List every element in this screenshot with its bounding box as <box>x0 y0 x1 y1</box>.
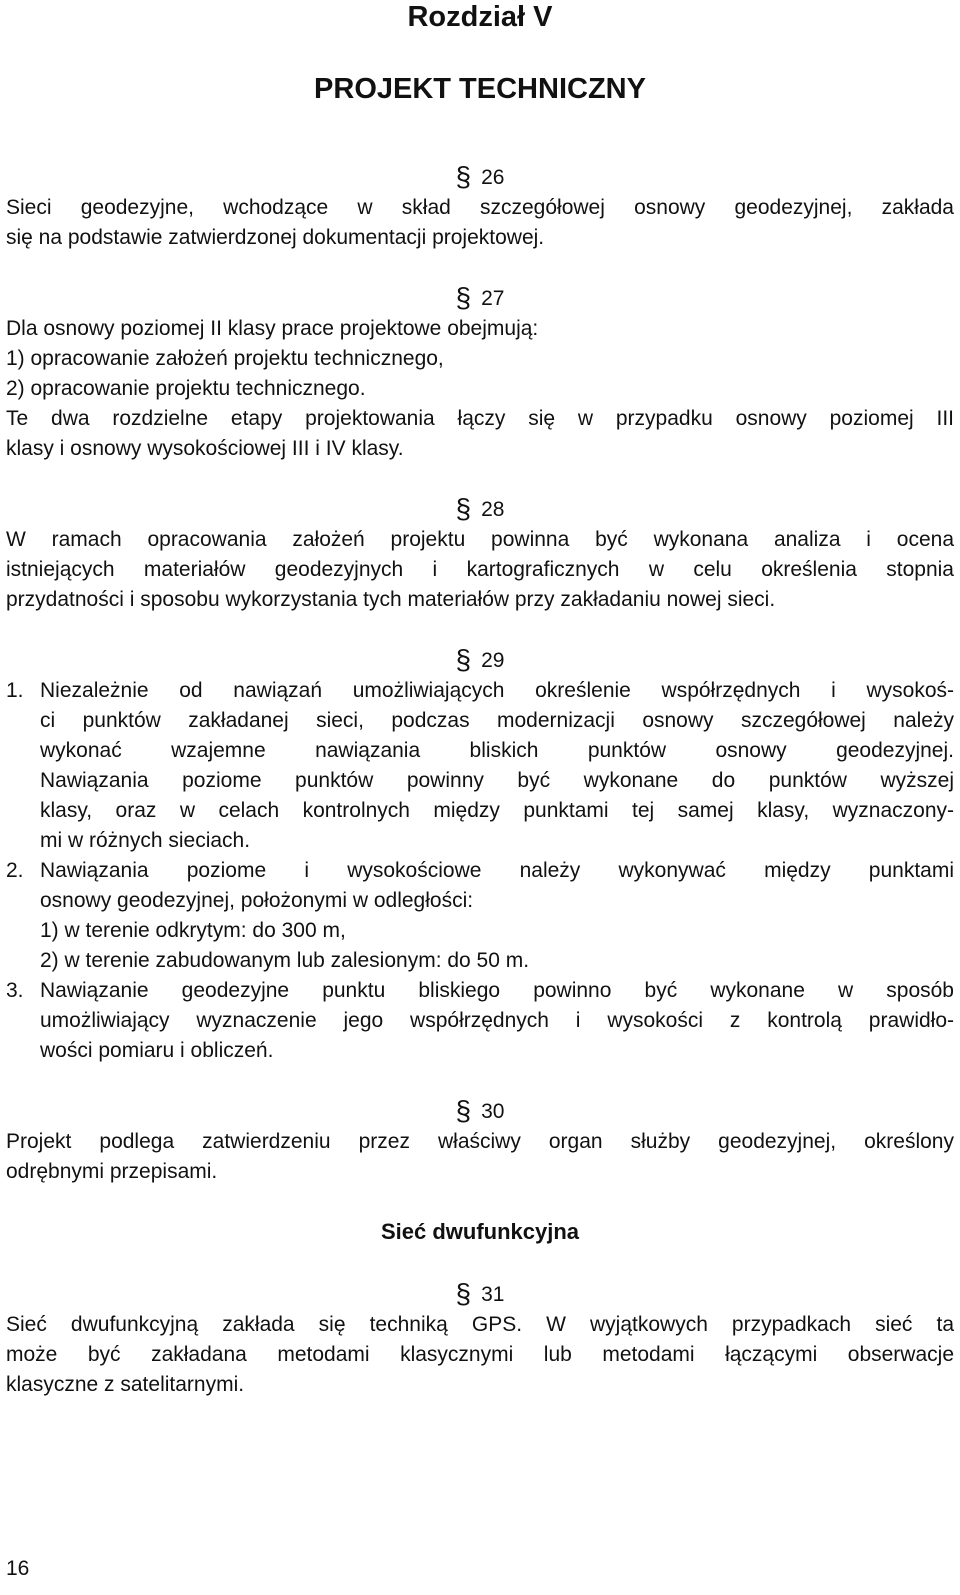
section-sign-icon: § <box>455 282 472 313</box>
subsection-title: Sieć dwufunkcyjna <box>380 1219 580 1244</box>
section-sign-icon: § <box>455 1278 472 1309</box>
point-number: 3. <box>6 979 24 1002</box>
section-30-line-1: Projekt podlega zatwierdzeniu przez właściwy organ służby geodezyjnej, określony <box>6 1130 954 1153</box>
point-1-line-2: ci punktów zakładanej sieci, podczas modernizacji osnowy szczegółowej należy <box>40 709 954 732</box>
section-heading-31: § 31 <box>455 1278 505 1309</box>
section-28-line-1: W ramach opracowania założeń projektu powinna być wykonana analiza i ocena <box>6 528 954 551</box>
point-1-line-6: mi w różnych sieciach. <box>40 829 251 852</box>
section-28-line-2: istniejących materiałów geodezyjnych i kartograficznych w celu określenia stopnia <box>6 558 954 581</box>
point-1-line-5: klasy, oraz w celach kontrolnych między punktami tej samej klasy, wyznaczony- <box>40 799 954 822</box>
section-29 <box>6 643 954 1066</box>
document-page <box>6 0 954 1400</box>
section-heading-28: § 28 <box>455 493 505 524</box>
point-3-line-3: wości pomiaru i obliczeń. <box>40 1039 274 1062</box>
point-2-line-1: 2. Nawiązania poziome i wysokościowe należy wykonywać między punktami <box>6 856 954 886</box>
page-number: 16 <box>6 1557 30 1580</box>
section-27-line-2: klasy i osnowy wysokościowej III i IV klasy. <box>6 437 404 460</box>
chapter-heading: Rozdział V <box>407 1 553 33</box>
point-3-line-2: umożliwiający wyznaczenie jego współrzędnych i wysokości z kontrolą prawidło- <box>40 1009 954 1032</box>
section-28 <box>6 492 954 615</box>
section-27-line-1: Te dwa rozdzielne etapy projektowania łączy się w przypadku osnowy poziomej III <box>6 407 954 430</box>
document-title: PROJEKT TECHNICZNY <box>314 73 646 105</box>
section-30-line-2: odrębnymi przepisami. <box>6 1160 218 1183</box>
section-27 <box>6 281 954 464</box>
section-heading-29: § 29 <box>455 644 505 675</box>
section-heading-26: § 26 <box>455 161 505 192</box>
section-heading-30: § 30 <box>455 1095 505 1126</box>
section-30 <box>6 1094 954 1187</box>
point-2-line-3: 1) w terenie odkrytym: do 300 m, <box>40 919 346 942</box>
section-26 <box>6 160 954 253</box>
section-sign-icon: § <box>455 161 472 192</box>
section-31-line-3: klasyczne z satelitarnymi. <box>6 1373 245 1396</box>
point-number: 1. <box>6 679 24 702</box>
point-3-line-1: 3. Nawiązanie geodezyjne punktu bliskiego powinno być wykonane w sposób <box>6 976 954 1006</box>
section-26-line-2: się na podstawie zatwierdzonej dokumentacji projektowej. <box>6 226 545 249</box>
section-sign-icon: § <box>455 493 472 524</box>
point-1-line-4: Nawiązania poziome punktów powinny być wykonane do punktów wyższej <box>40 769 954 792</box>
section-27-intro: Dla osnowy poziomej II klasy prace projektowe obejmują: <box>6 317 539 340</box>
point-number: 2. <box>6 859 24 882</box>
point-2-line-2: osnowy geodezyjnej, położonymi w odległości: <box>40 889 474 912</box>
subsection <box>6 1217 954 1247</box>
section-sign-icon: § <box>455 644 472 675</box>
list-item: 2) opracowanie projektu technicznego. <box>6 377 366 400</box>
point-1-line-3: wykonać wzajemne nawiązania bliskich punktów osnowy geodezyjnej. <box>40 739 954 762</box>
section-sign-icon: § <box>455 1095 472 1126</box>
section-31 <box>6 1277 954 1400</box>
point-1-line-1: 1. Niezależnie od nawiązań umożliwiających określenie współrzędnych i wysokoś- <box>6 676 954 706</box>
list-item: 1) opracowanie założeń projektu technicznego, <box>6 347 444 370</box>
section-heading-27: § 27 <box>455 282 505 313</box>
section-28-line-3: przydatności i sposobu wykorzystania tych materiałów przy zakładaniu nowej sieci. <box>6 588 776 611</box>
section-31-line-2: może być zakładana metodami klasycznymi lub metodami łączącymi obserwacje <box>6 1343 954 1366</box>
section-31-line-1: Sieć dwufunkcyjną zakłada się techniką GPS. W wyjątkowych przypadkach sieć ta <box>6 1313 954 1336</box>
point-2-line-4: 2) w terenie zabudowanym lub zalesionym: do 50 m. <box>40 949 530 972</box>
section-26-line-1: Sieci geodezyjne, wchodzące w skład szczegółowej osnowy geodezyjnej, zakłada <box>6 196 954 219</box>
